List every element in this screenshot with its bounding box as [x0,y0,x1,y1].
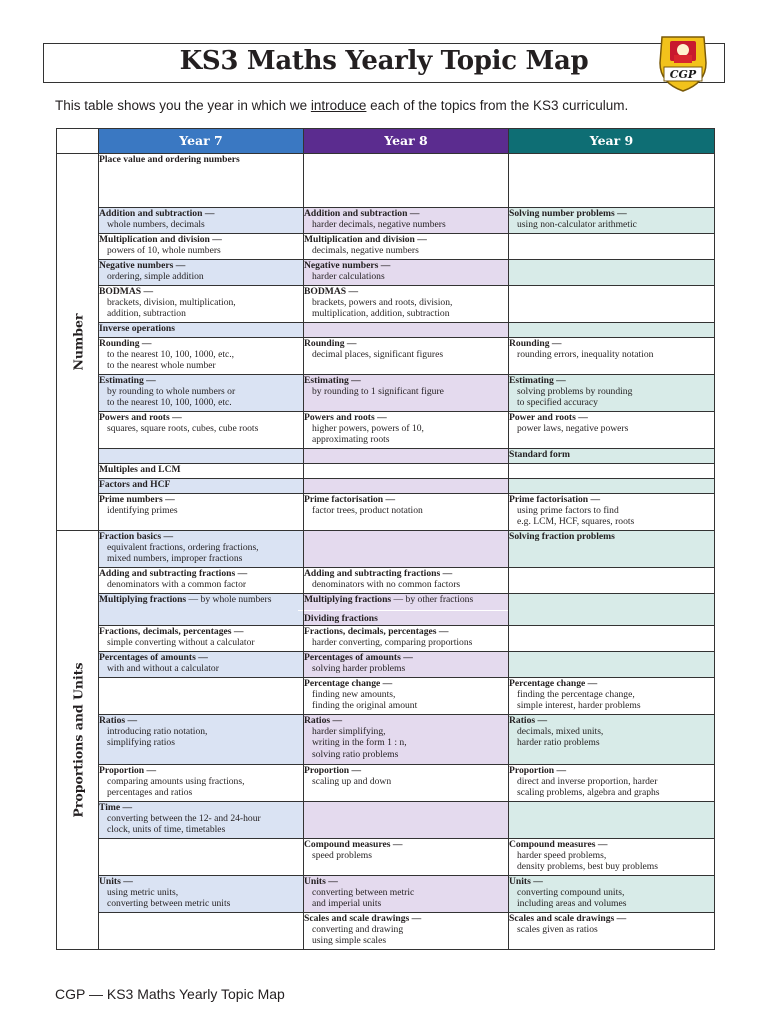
topic-cell-year9 [509,765,715,802]
topic-detail: to specified accuracy [517,397,598,409]
topic-cell-year8 [304,652,509,678]
topic-detail: factor trees, product notation [312,505,423,517]
topic-cell-year7 [99,494,304,531]
topic-detail: converting between metric units [107,898,231,910]
topic-cell-year8 [304,913,509,950]
topic-heading: Negative numbers — [304,260,391,271]
topic-detail: using prime factors to find [517,505,619,517]
topic-cell-year7 [99,234,304,260]
topic-detail: squares, square roots, cubes, cube roots [107,423,259,435]
topic-cell-year9 [509,839,715,876]
topic-heading: Proportion — [304,765,362,776]
topic-heading: Factors and HCF [99,479,171,490]
topic-cell-year9 [509,913,715,950]
table-row [57,494,715,531]
topic-detail: using metric units, [107,887,179,899]
topic-heading: Scales and scale drawings — [509,913,627,924]
topic-detail: using non-calculator arithmetic [517,219,637,231]
topic-cell-year9 [509,876,715,913]
topic-cell-year8 [304,154,509,208]
table-row [57,449,715,464]
topic-heading: Time — [99,802,133,813]
table-row [57,839,715,876]
topic-detail: rounding errors, inequality notation [517,349,654,361]
table-row [57,652,715,678]
topic-heading: Fractions, decimals, percentages — [304,626,449,637]
topic-detail: brackets, powers and roots, division, [312,297,453,309]
table-row [57,234,715,260]
topic-cell-year8 [304,876,509,913]
topic-cell-year9 [509,479,715,494]
topic-cell-year8 [304,678,509,715]
topic-detail: denominators with a common factor [107,579,247,591]
topic-cell-year9 [509,531,715,568]
topic-detail: clock, units of time, timetables [107,824,226,836]
topic-detail: ordering, simple addition [107,271,204,283]
topic-cell-year9 [509,234,715,260]
topic-cell-year7 [99,286,304,323]
table-row [57,286,715,323]
topic-cell-year7 [99,154,304,208]
topic-detail: and imperial units [312,898,382,910]
topic-heading: Solving fraction problems [509,531,615,542]
footer-text: CGP — KS3 Maths Yearly Topic Map [55,986,285,1002]
topic-cell-year7 [99,802,304,839]
topic-heading: Fraction basics — [99,531,174,542]
topic-detail: percentages and ratios [107,787,193,799]
topic-detail: harder calculations [312,271,385,283]
topic-cell-year7 [99,323,304,338]
topic-heading: Percentages of amounts — [304,652,413,663]
topic-cell-year9 [509,715,715,765]
topic-cell-year7 [99,626,304,652]
topic-heading: Percentage change — [509,678,598,689]
topic-heading: Fractions, decimals, percentages — [99,626,244,637]
topic-cell-year8 [304,375,509,412]
topic-cell-year7 [99,678,304,715]
table-row [57,568,715,594]
topic-heading: Ratios — [509,715,548,726]
topic-heading: Power and roots — [509,412,588,423]
topic-detail: power laws, negative powers [517,423,629,435]
topic-cell-year8 [304,412,509,449]
topic-detail: identifying primes [107,505,178,517]
topic-heading: Ratios — [99,715,138,726]
topic-detail: solving problems by rounding [517,386,633,398]
topic-heading: Powers and roots — [99,412,182,423]
header-year9: Year 9 [509,129,715,154]
topic-heading: Compound measures — [509,839,608,850]
topic-detail: introducing ratio notation, [107,726,208,738]
topic-detail: harder decimals, negative numbers [312,219,446,231]
topic-cell-year9 [509,449,715,464]
topic-heading: Units — [99,876,133,887]
topic-detail: solving ratio problems [312,748,399,760]
topic-detail: addition, subtraction [107,308,186,320]
topic-detail: converting compound units, [517,887,625,899]
topic-detail: scales given as ratios [517,924,598,936]
topic-heading: Units — [304,876,338,887]
topic-cell-year8 [304,594,509,626]
topic-heading: Adding and subtracting fractions — [304,568,453,579]
topic-detail: decimal places, significant figures [312,349,444,361]
topic-cell-year9 [509,260,715,286]
topic-detail: higher powers, powers of 10, [312,423,424,435]
topic-heading: Percentages of amounts — [99,652,208,663]
topic-cell-year8 [304,234,509,260]
topic-cell-year9 [509,494,715,531]
topic-heading: Addition and subtraction — [99,208,215,219]
topic-cell-year7 [99,913,304,950]
topic-detail: converting between the 12- and 24-hour [107,813,261,825]
page-title: KS3 Maths Yearly Topic Map [179,46,589,76]
topic-heading: Compound measures — [304,839,403,850]
topic-cell-year9 [509,568,715,594]
topic-detail: harder ratio problems [517,737,600,749]
topic-cell-year9 [509,154,715,208]
corner-cell [57,129,99,154]
topic-cell-year7 [99,876,304,913]
topic-detail: decimals, mixed units, [517,726,604,738]
table-row [57,594,715,626]
topic-heading: Prime factorisation — [304,494,396,505]
topic-cell-year7 [99,765,304,802]
topic-heading: Prime numbers — [99,494,175,505]
section-label-number [57,154,99,531]
topic-cell-year8 [304,449,509,464]
topic-heading: BODMAS — [99,286,154,297]
topic-detail-inline: — by whole numbers [186,594,272,605]
topic-heading: Rounding — [99,338,152,349]
topic-detail: to the nearest 10, 100, 1000, etc. [107,397,232,409]
table-row [57,626,715,652]
topic-detail: density problems, best buy problems [517,861,658,873]
topic-detail: to the nearest whole number [107,360,216,372]
topic-heading: Multiplication and division — [99,234,222,245]
topic-cell-year7 [99,449,304,464]
topic-detail: scaling problems, algebra and graphs [517,787,660,799]
topic-heading: Estimating — [304,375,361,386]
topic-detail: with and without a calculator [107,663,219,675]
section-label-proportions [57,531,99,950]
title-box [43,43,725,83]
topic-detail: harder converting, comparing proportions [312,637,473,649]
topic-cell-year9 [509,678,715,715]
table-row [57,464,715,479]
table-row [57,678,715,715]
topic-cell-year9 [509,626,715,652]
topic-cell-year9 [509,208,715,234]
topic-detail: approximating roots [312,434,390,446]
topic-cell-year9 [509,375,715,412]
topic-cell-year7 [99,568,304,594]
intro-text: This table shows you the year in which we introduce each of the topics from the KS3 curriculum. [55,98,629,113]
table-row [57,323,715,338]
topic-detail: converting between metric [312,887,415,899]
topic-cell-year9 [509,802,715,839]
table-row [57,154,715,208]
table-row [57,531,715,568]
table-row [57,208,715,234]
topic-cell-year9 [509,323,715,338]
topic-heading: Negative numbers — [99,260,186,271]
table-row [57,479,715,494]
topic-detail: simple converting without a calculator [107,637,255,649]
topic-cell-year9 [509,412,715,449]
topic-detail: whole numbers, decimals [107,219,205,231]
topic-cell-year7 [99,594,304,626]
topic-heading: Estimating — [509,375,566,386]
topic-detail: harder speed problems, [517,850,607,862]
topic-cell-year8 [304,464,509,479]
topic-cell-year7 [99,839,304,876]
topic-detail: simplifying ratios [107,737,175,749]
topic-heading: Place value and ordering numbers [99,154,240,165]
topic-detail: finding the original amount [312,700,418,712]
topic-heading: Proportion — [99,765,157,776]
topic-cell-year8 [304,626,509,652]
section-label-text: Proportions and Units [69,662,85,818]
topic-detail: brackets, division, multiplication, [107,297,236,309]
topic-cell-year8 [304,715,509,765]
topic-heading: Solving number problems — [509,208,627,219]
topic-heading: Prime factorisation — [509,494,601,505]
topic-cell-year7 [99,715,304,765]
table-row [57,260,715,286]
topic-detail: converting and drawing [312,924,404,936]
topic-cell-year7 [99,375,304,412]
topic-cell-year8 [304,802,509,839]
table-row [57,715,715,765]
topic-detail: equivalent fractions, ordering fractions, [107,542,259,554]
topic-heading: Multiples and LCM [99,464,181,475]
topic-heading: Rounding — [509,338,562,349]
topic-cell-year8 [304,260,509,286]
table-row [57,765,715,802]
table-row [57,802,715,839]
topic-detail: comparing amounts using fractions, [107,776,245,788]
topic-heading: Powers and roots — [304,412,387,423]
topic-cell-year8 [304,765,509,802]
table-row [57,876,715,913]
topic-heading: Rounding — [304,338,357,349]
topic-cell-year7 [99,208,304,234]
topic-heading: Multiplying fractions [304,594,392,605]
topic-cell-year7 [99,338,304,375]
topic-detail: including areas and volumes [517,898,627,910]
topic-detail: powers of 10, whole numbers [107,245,221,257]
topic-heading: Inverse operations [99,323,175,334]
topic-map-table [56,128,715,950]
header-year8: Year 8 [304,129,509,154]
topic-cell-year8 [304,338,509,375]
topic-heading: Ratios — [304,715,343,726]
topic-cell-year7 [99,652,304,678]
topic-detail: solving harder problems [312,663,406,675]
topic-detail: simple interest, harder problems [517,700,641,712]
topic-cell-year8 [304,479,509,494]
topic-cell-year8 [304,568,509,594]
topic-cell-year8 [304,208,509,234]
topic-cell-year7 [99,531,304,568]
topic-detail: mixed numbers, improper fractions [107,553,243,565]
section-label-text: Number [69,313,85,371]
topic-detail: by rounding to whole numbers or [107,386,236,398]
topic-detail: direct and inverse proportion, harder [517,776,658,788]
topic-heading: Scales and scale drawings — [304,913,422,924]
topic-detail: denominators with no common factors [312,579,461,591]
topic-detail: harder simplifying, [312,726,386,738]
topic-detail: speed problems [312,850,372,862]
table-row [57,338,715,375]
topic-detail: using simple scales [312,935,387,947]
topic-heading: Adding and subtracting fractions — [99,568,248,579]
topic-cell-year8 [304,839,509,876]
topic-cell-year7 [99,412,304,449]
topic-heading: Multiplication and division — [304,234,427,245]
topic-heading: Standard form [509,449,571,460]
topic-heading: Proportion — [509,765,567,776]
topic-cell-year8 [304,494,509,531]
table-row [57,375,715,412]
topic-detail: decimals, negative numbers [312,245,419,257]
topic-heading: Dividing fractions [298,610,514,624]
topic-detail-inline: — by other fractions [391,594,474,605]
topic-heading: Estimating — [99,375,156,386]
header-year7: Year 7 [99,129,304,154]
table-row [57,913,715,950]
topic-cell-year9 [509,652,715,678]
topic-detail: finding the percentage change, [517,689,635,701]
topic-heading: Multiplying fractions [99,594,187,605]
topic-cell-year9 [509,594,715,626]
topic-cell-year9 [509,338,715,375]
topic-detail: by rounding to 1 significant figure [312,386,444,398]
logo-text: CGP [669,68,697,81]
topic-detail: scaling up and down [312,776,392,788]
topic-detail: multiplication, addition, subtraction [312,308,450,320]
topic-cell-year8 [304,286,509,323]
topic-cell-year7 [99,479,304,494]
topic-cell-year9 [509,286,715,323]
topic-cell-year7 [99,464,304,479]
topic-detail: e.g. LCM, HCF, squares, roots [517,516,635,528]
topic-heading: Percentage change — [304,678,393,689]
topic-cell-year8 [304,531,509,568]
cgp-logo [654,33,712,93]
topic-detail: to the nearest 10, 100, 1000, etc., [107,349,235,361]
topic-detail: writing in the form 1 : n, [312,737,407,749]
topic-cell-year7 [99,260,304,286]
topic-cell-year9 [509,464,715,479]
topic-cell-year8 [304,323,509,338]
topic-heading: Units — [509,876,543,887]
topic-heading: BODMAS — [304,286,359,297]
table-row [57,412,715,449]
topic-heading: Addition and subtraction — [304,208,420,219]
topic-detail: finding new amounts, [312,689,396,701]
